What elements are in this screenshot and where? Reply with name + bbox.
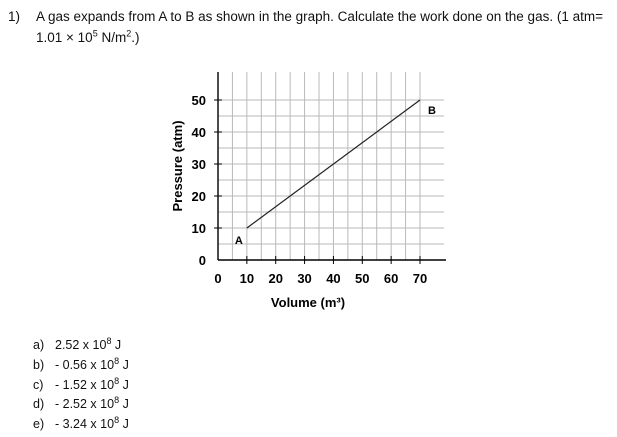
option-exponent: 8 <box>114 375 120 386</box>
option-value: 2.52 x 10 <box>55 338 107 352</box>
x-tick-label: 50 <box>355 271 370 286</box>
x-tick-label: 70 <box>412 271 428 286</box>
answer-option <box>33 336 129 356</box>
option-exponent: 8 <box>106 335 112 346</box>
atm-conversion-unit: N/m <box>97 30 127 45</box>
option-unit: J <box>111 338 122 352</box>
question-text: A gas expands from A to B as shown in the graph. Calculate the work done on the gas. (1 atm= <box>36 9 603 24</box>
y-axis-label: Pressure (atm) <box>170 120 185 212</box>
x-tick-label: 40 <box>326 271 341 286</box>
option-letter: a) <box>33 338 45 352</box>
question-text-end: .) <box>131 30 140 45</box>
option-exponent: 8 <box>114 355 120 366</box>
x-tick-label: 0 <box>214 271 222 286</box>
y-tick-label: 20 <box>191 189 206 204</box>
option-unit: J <box>119 397 129 412</box>
option-value: - 1.52 x 10 <box>55 377 115 392</box>
option-value: - 0.56 x 10 <box>55 357 115 372</box>
y-tick-label: 50 <box>191 93 206 108</box>
option-unit: J <box>119 357 129 372</box>
option-unit: J <box>119 417 129 432</box>
y-tick-label: 30 <box>191 157 206 172</box>
option-letter: c) <box>33 377 44 392</box>
x-tick-label: 60 <box>383 271 399 286</box>
point-label-a: A <box>234 235 243 247</box>
option-letter: e) <box>33 417 45 432</box>
y-tick-label: 10 <box>191 221 206 236</box>
option-letter: d) <box>33 397 45 412</box>
atm-conversion-exponent: 5 <box>92 28 98 39</box>
option-exponent: 8 <box>114 415 120 426</box>
answer-option <box>33 356 129 376</box>
x-axis-label: Volume (m³) <box>270 295 346 310</box>
x-tick-label: 10 <box>239 271 255 286</box>
point-label-b: B <box>428 105 436 117</box>
atm-conversion-value: 1.01 × 10 <box>36 30 93 45</box>
y-tick-label: 0 <box>198 253 206 268</box>
answer-option <box>33 376 129 396</box>
question-number: 1) <box>8 9 21 24</box>
x-tick-label: 30 <box>297 271 312 286</box>
option-value: - 2.52 x 10 <box>55 397 115 412</box>
y-tick-label: 40 <box>191 125 206 140</box>
atm-conversion-unit-exponent: 2 <box>126 28 132 39</box>
option-unit: J <box>119 377 129 392</box>
answer-options <box>33 336 129 435</box>
option-exponent: 8 <box>114 395 120 406</box>
option-letter: b) <box>33 357 45 372</box>
option-value: - 3.24 x 10 <box>55 417 115 432</box>
answer-option <box>33 395 129 415</box>
x-tick-label: 20 <box>268 271 283 286</box>
answer-option <box>33 415 129 435</box>
